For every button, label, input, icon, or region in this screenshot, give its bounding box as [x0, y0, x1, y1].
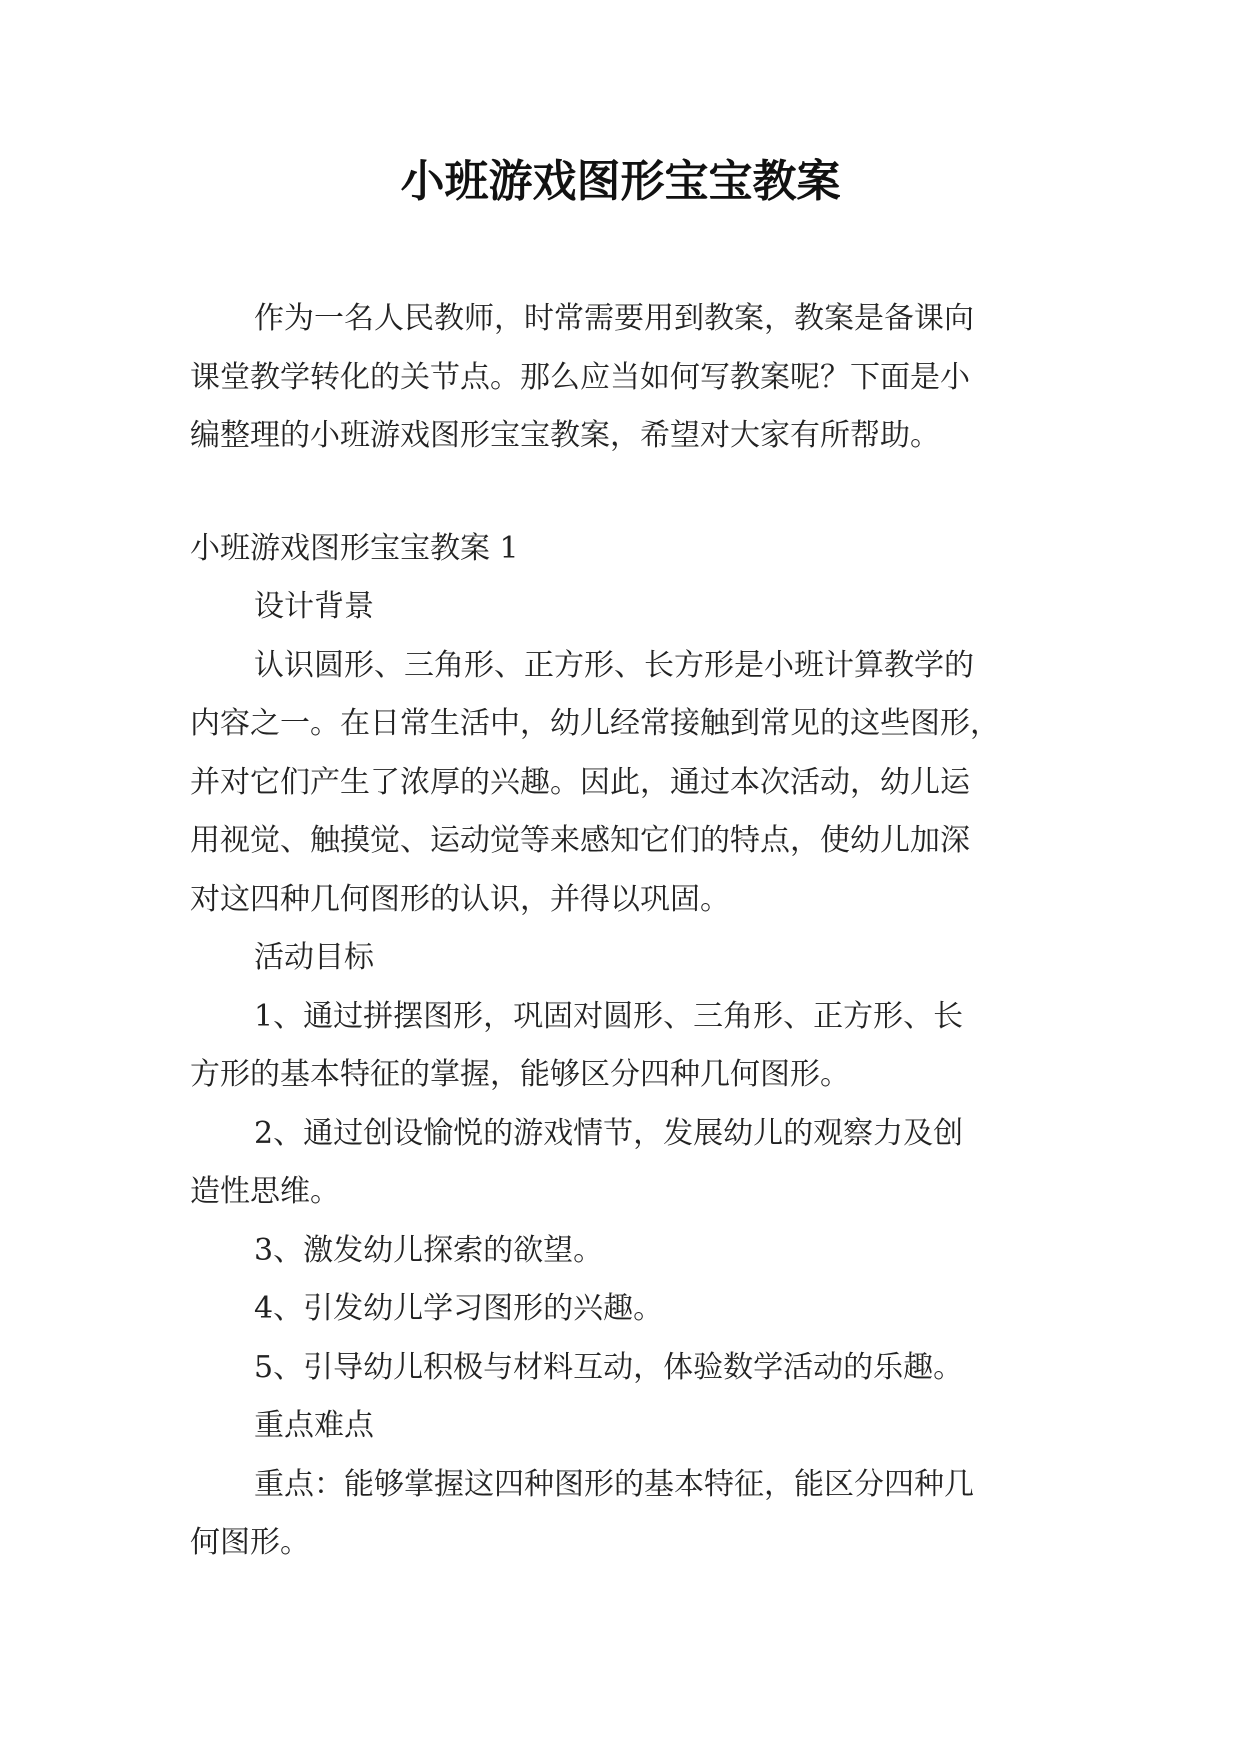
paragraph-gap: [190, 466, 1056, 520]
goal-item-3: 3、激发幼儿探索的欲望。: [254, 1232, 604, 1268]
key-points-heading: 重点难点: [254, 1408, 374, 1443]
goal-line: 造性思维。: [190, 1174, 340, 1209]
goal-line: 2、通过创设愉悦的游戏情节，发展幼儿的观察力及创: [254, 1115, 964, 1151]
paragraph-line: 何图形。: [190, 1525, 310, 1560]
design-background-heading: 设计背景: [254, 589, 374, 624]
goal-line: 1、通过拼摆图形，巩固对圆形、三角形、正方形、长: [254, 998, 964, 1034]
document-body: [190, 290, 1056, 1573]
paragraph-line: 并对它们产生了浓厚的兴趣。因此，通过本次活动，幼儿运: [190, 764, 970, 800]
paragraph-line: 重点：能够掌握这四种图形的基本特征，能区分四种几: [254, 1466, 974, 1502]
design-background-paragraph: [190, 637, 1056, 930]
section-title: 小班游戏图形宝宝教案 1: [190, 530, 519, 566]
goal-item-4: 4、引发幼儿学习图形的兴趣。: [254, 1291, 664, 1326]
intro-line: 作为一名人民教师，时常需要用到教案，教案是备课向: [254, 301, 974, 336]
goal-item-5: 5、引导幼儿积极与材料互动，体验数学活动的乐趣。: [254, 1349, 964, 1385]
activity-goals-heading: 活动目标: [254, 940, 374, 975]
goal-line: 方形的基本特征的掌握，能够区分四种几何图形。: [190, 1057, 850, 1092]
goal-item-1: [190, 988, 1056, 1105]
paragraph-line: 内容之一。在日常生活中，幼儿经常接触到常见的这些图形，: [190, 706, 1000, 741]
document-title: 小班游戏图形宝宝教案: [400, 156, 841, 207]
goal-item-2: [190, 1105, 1056, 1222]
paragraph-line: 对这四种几何图形的认识，并得以巩固。: [190, 881, 730, 917]
paragraph-line: 认识圆形、三角形、正方形、长方形是小班计算教学的: [254, 647, 974, 683]
intro-paragraph: [190, 290, 1056, 466]
key-points-paragraph: [190, 1456, 1056, 1573]
intro-line: 课堂教学转化的关节点。那么应当如何写教案呢？下面是小: [190, 359, 970, 395]
paragraph-line: 用视觉、触摸觉、运动觉等来感知它们的特点，使幼儿加深: [190, 823, 970, 858]
intro-line: 编整理的小班游戏图形宝宝教案，希望对大家有所帮助。: [190, 418, 940, 453]
